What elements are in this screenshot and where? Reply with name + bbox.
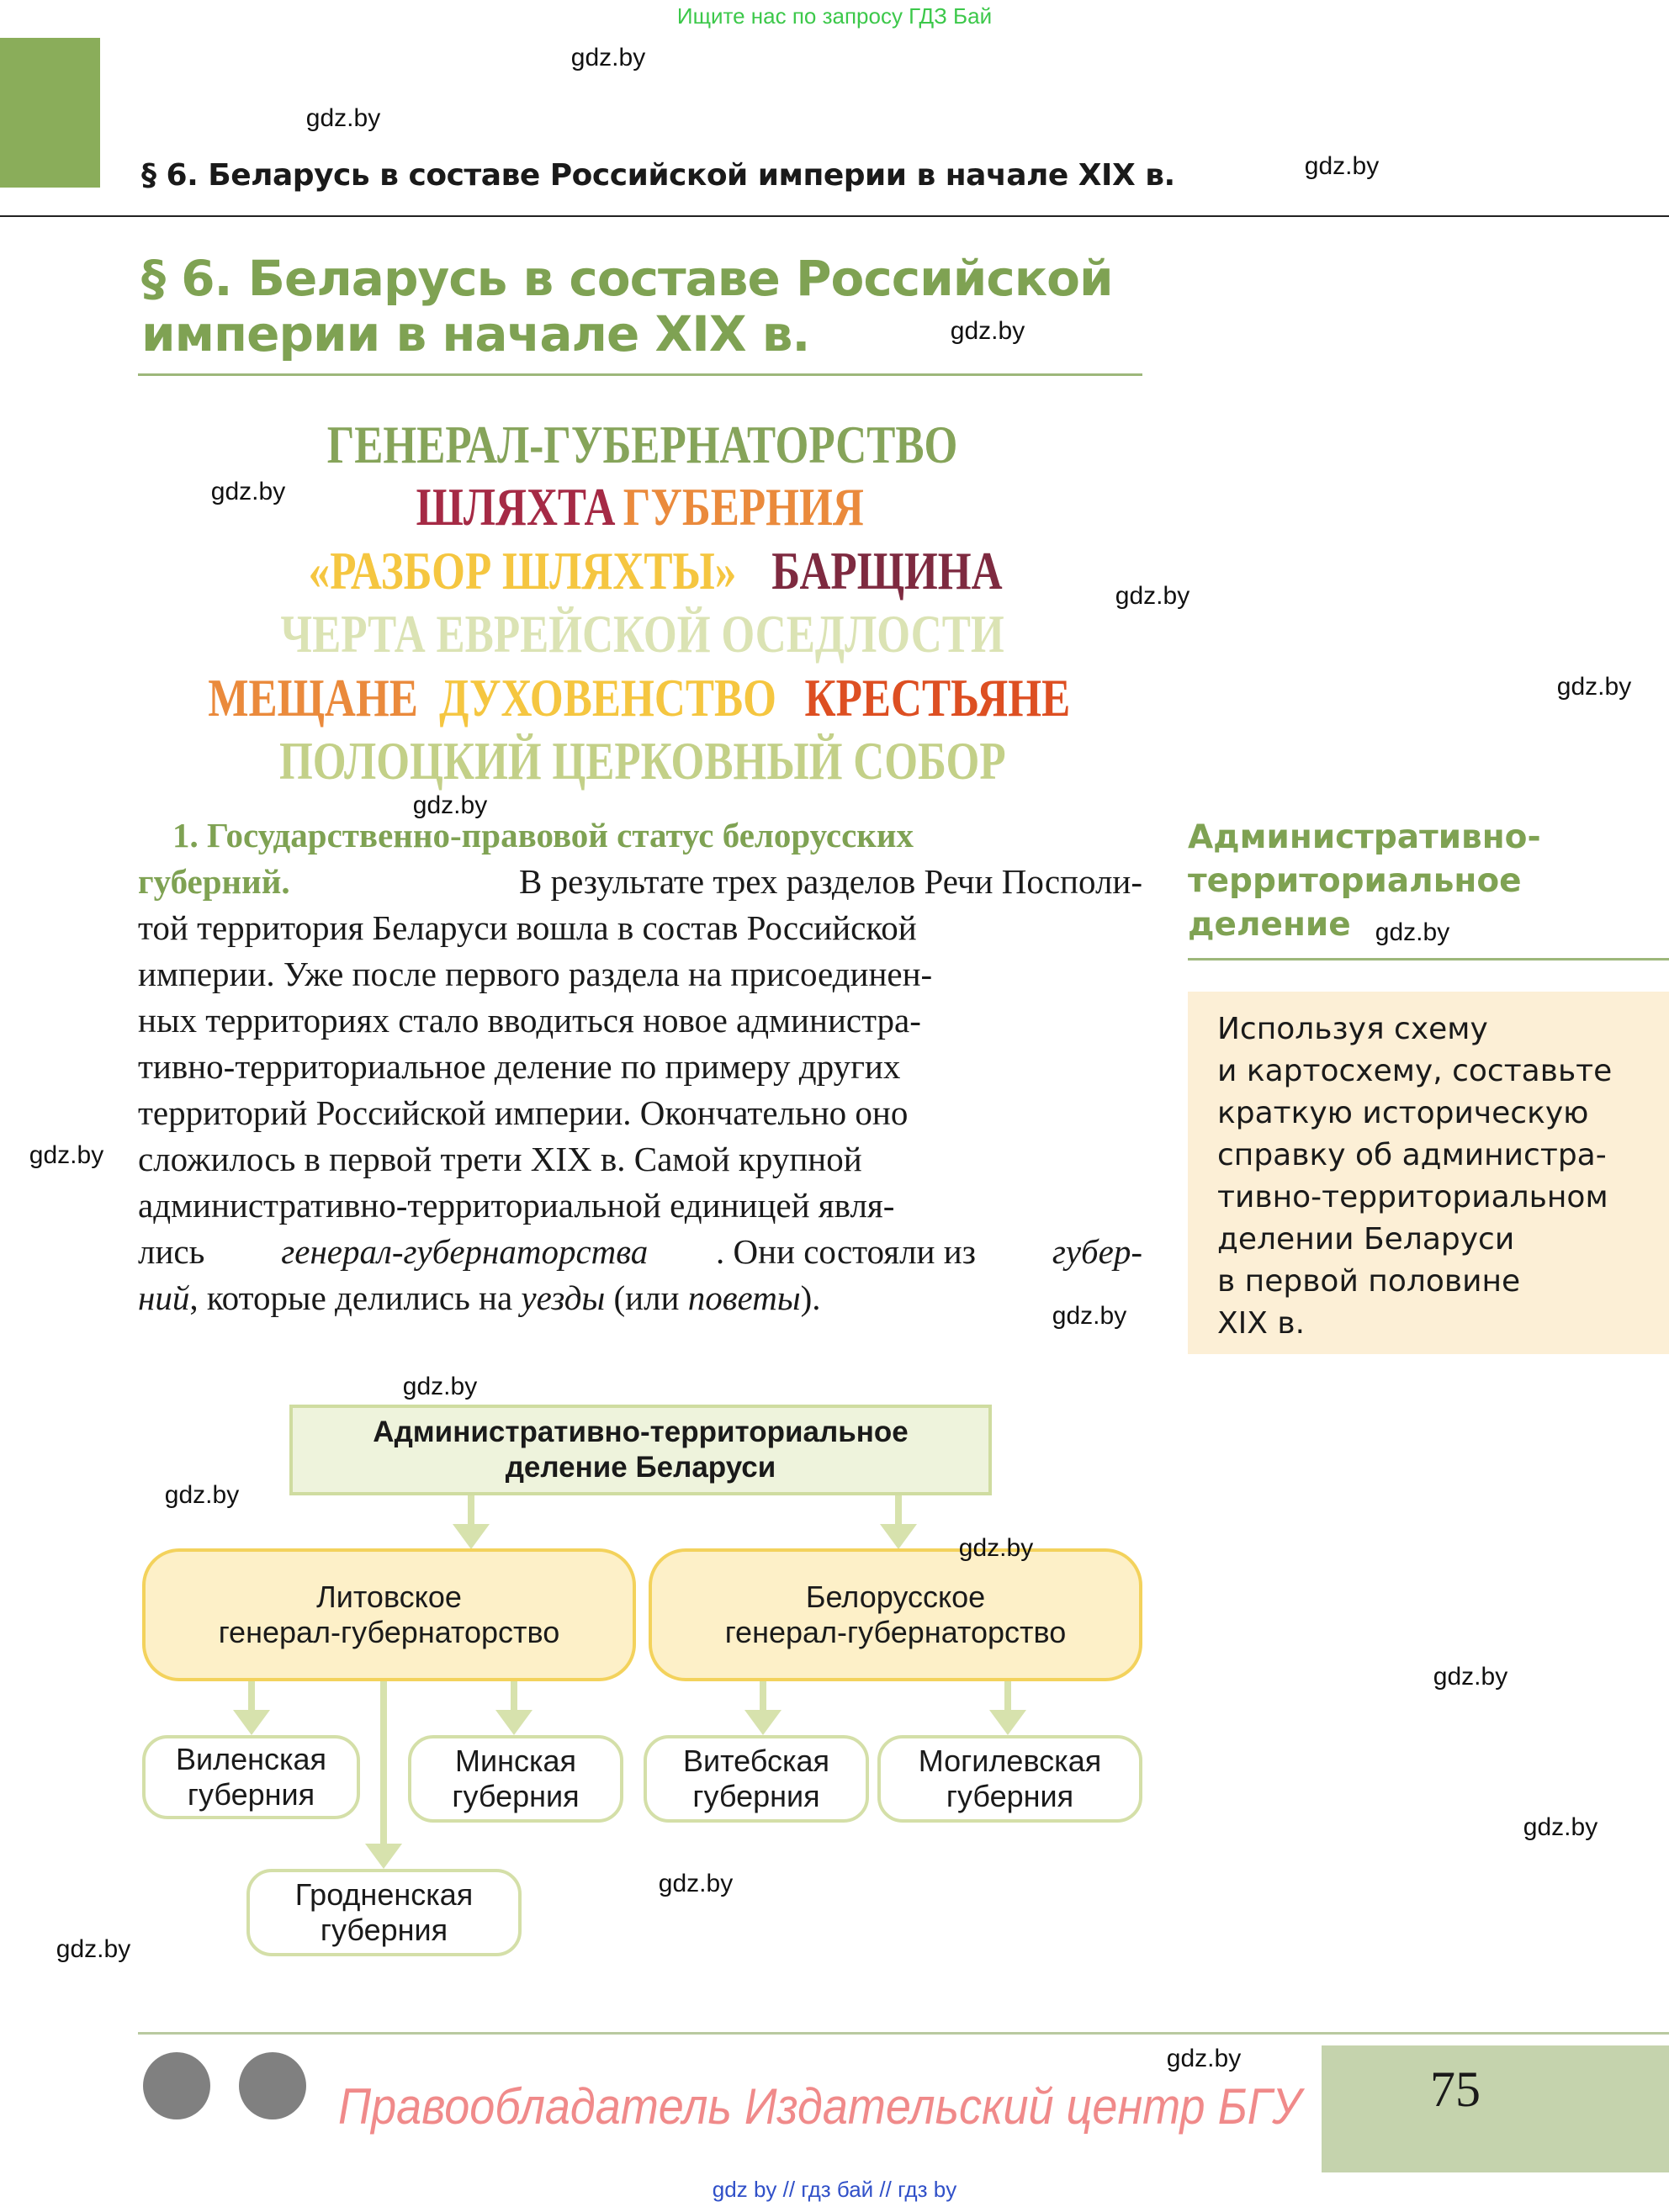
box-line: Белорусское [805,1580,986,1614]
watermark: gdz.by [1556,673,1632,701]
grodno-province-box [246,1869,522,1956]
running-head: § 6. Беларусь в составе Российской империи в начале XIX в. [141,158,1175,193]
circle-icon [143,2052,210,2119]
box-line: губерния [320,1913,448,1947]
header-divider [0,215,1669,217]
task-box [1188,992,1669,1354]
text-segment: империи. Уже после первого раздела на присоединен- [138,955,933,993]
arrow-down-icon [233,1710,270,1735]
sidebar-heading [1188,816,1541,947]
task-line: тивно-территориальном [1217,1180,1608,1214]
watermark: gdz.by [1375,918,1450,946]
text-line [138,951,1142,998]
text-line [138,812,1142,859]
box-line: деление Беларуси [505,1451,776,1484]
task-line: и картосхему, составьте [1217,1054,1613,1088]
text-line [138,905,1142,951]
text-line [138,1044,1142,1090]
keyword: ШЛЯХТА [416,477,616,537]
subheading-text: 1. Государственно-правовой статус белорусских [138,816,914,855]
section-color-tab [0,38,100,188]
term-text: уезды [521,1278,606,1317]
watermark: gdz.by [1433,1663,1508,1691]
diagram-root-box [289,1405,992,1495]
title-line: § 6. Беларусь в составе Российской [141,250,1113,307]
keyword-line [138,476,1147,538]
keyword: КРЕСТЬЯНЕ [804,668,1071,728]
connector [1004,1681,1011,1712]
vitebsk-province-box [644,1735,869,1823]
arrow-down-icon [453,1524,490,1549]
box-line: Могилевская [918,1744,1102,1778]
bottom-links[interactable]: gdz by // гдз бай // гдз by [712,2177,957,2202]
text-segment: В результате трех разделов Речи Посполи- [510,862,1142,901]
watermark: gdz.by [1115,582,1190,610]
watermark: gdz.by [29,1141,104,1169]
watermark: gdz.by [1523,1813,1598,1841]
box-line: Виленская [175,1742,327,1776]
sidebar-heading-line: Административно- [1188,818,1541,856]
box-line: Литовское [316,1580,462,1614]
watermark: gdz.by [958,1534,1034,1562]
sidebar-divider [1188,958,1669,960]
footer-divider [138,2032,1669,2035]
text-line [138,1090,1142,1136]
text-line [138,998,1142,1044]
search-banner[interactable]: Ищите нас по запросу ГДЗ Бай [676,3,993,29]
box-line: Административно-территориальное [373,1416,909,1448]
keyword: ГЕНЕРАЛ-ГУБЕРНАТОРСТВО [327,415,958,474]
box-line: генерал-губернаторство [724,1615,1067,1649]
title-line: империи в начале XIX в. [141,305,810,362]
keyword: «РАЗБОР ШЛЯХТЫ» [308,541,736,601]
page-number-box [1322,2045,1669,2172]
watermark: gdz.by [658,1870,734,1897]
watermark: gdz.by [164,1481,240,1509]
minsk-province-box [408,1735,623,1823]
text-segment: лись [138,1232,214,1271]
text-line [138,859,1142,905]
subheading-text: губерний. [138,862,290,901]
task-line: Используя схему [1217,1012,1488,1046]
keyword: ЧЕРТА ЕВРЕЙСКОЙ ОСЕДЛОСТИ [280,604,1005,664]
connector [380,1681,387,1844]
arrow-down-icon [989,1710,1026,1735]
connector [895,1495,902,1527]
connector [468,1495,474,1527]
task-line: в первой половине [1217,1264,1521,1299]
belarusian-governorate-box [649,1548,1142,1681]
text-line [138,1136,1142,1183]
watermark: gdz.by [950,317,1025,345]
keyword: БАРЩИНА [771,541,1003,601]
box-line: Гродненская [294,1877,474,1912]
watermark: gdz.by [1052,1302,1127,1330]
keyword-line [138,603,1147,665]
text-segment: (или [605,1278,688,1317]
text-line [138,1275,1142,1321]
title-underline [138,373,1142,376]
text-segment: ных территориях стало вводиться новое администра- [138,1001,921,1040]
task-line: делении Беларуси [1217,1222,1515,1257]
body-paragraph [138,812,1142,1321]
watermark: gdz.by [210,478,286,505]
keyword: МЕЩАНЕ [208,668,418,728]
box-line: губерния [692,1779,820,1813]
keyword: ГУБЕРНИЯ [623,477,865,537]
watermark: gdz.by [305,104,381,132]
text-segment: ). [800,1278,821,1317]
text-line [138,1229,1142,1275]
task-line: справку об администра- [1217,1138,1607,1172]
arrow-down-icon [880,1524,917,1549]
sidebar-heading-line: деление [1188,906,1351,944]
keyword-line [138,414,1147,476]
sidebar-heading-line: территориальное [1188,862,1522,900]
term-text: губер- [1052,1232,1142,1271]
connector [760,1681,766,1712]
keyword: ДУХОВЕНСТВО [439,668,777,728]
term-text: генерал-губернаторства [281,1232,649,1271]
box-line: губерния [187,1777,315,1812]
text-segment: тивно-территориальное деление по примеру других [138,1047,901,1086]
box-line: генерал-губернаторство [218,1615,560,1649]
watermark: gdz.by [1304,152,1380,180]
keyword-line [138,730,1147,792]
mogilev-province-box [877,1735,1142,1823]
arrow-down-icon [744,1710,782,1735]
keyword: ПОЛОЦКИЙ ЦЕРКОВНЫЙ СОБОР [279,731,1006,791]
text-line [138,1183,1142,1229]
keyword-line [138,540,1147,602]
lithuanian-governorate-box [142,1548,636,1681]
box-line: Витебская [682,1744,830,1778]
connector [248,1681,255,1712]
page-number: 75 [1430,2061,1481,2117]
watermark: gdz.by [402,1373,478,1400]
vilna-province-box [142,1735,360,1819]
keyword-line [138,667,1147,729]
watermark: gdz.by [56,1935,131,1963]
term-text: поветы [687,1278,801,1317]
circle-icon [239,2052,306,2119]
term-text: ний [138,1278,190,1317]
text-segment: . Они состояли из [715,1232,985,1271]
watermark: gdz.by [570,44,646,71]
box-line: Минская [454,1744,577,1778]
task-line: краткую историческую [1217,1096,1589,1130]
arrow-down-icon [365,1844,402,1869]
connector [511,1681,517,1712]
copyright-notice: Правообладатель Издательский центр БГУ [338,2078,1301,2135]
text-segment: административно-территориальной единицей явля- [138,1186,895,1225]
watermark: gdz.by [1166,2045,1242,2072]
box-line: губерния [452,1779,580,1813]
text-segment: , которые делились на [189,1278,522,1317]
text-segment: сложилось в первой трети XIX в. Самой крупной [138,1140,862,1178]
task-line: XIX в. [1217,1306,1306,1341]
arrow-down-icon [495,1710,532,1735]
box-line: губерния [946,1779,1074,1813]
watermark: gdz.by [412,791,488,819]
text-segment: территорий Российской империи. Окончательно оно [138,1093,909,1132]
text-segment: той территория Беларуси вошла в состав Российской [138,908,917,947]
